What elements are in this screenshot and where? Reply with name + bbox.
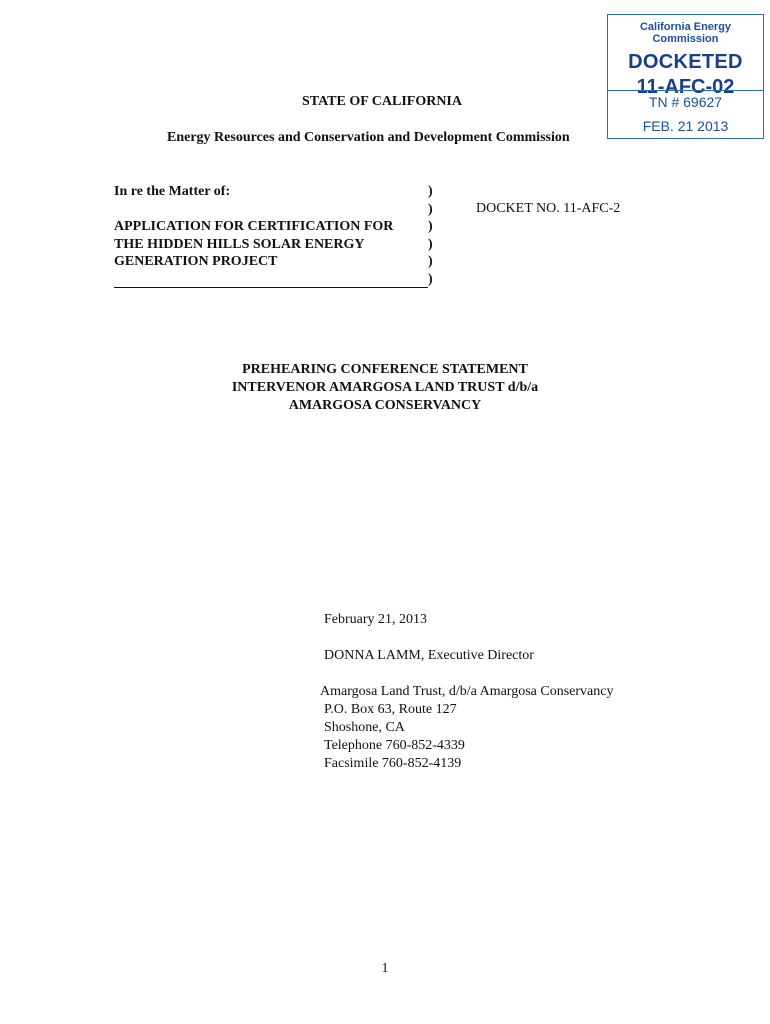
contact-block: [320, 611, 614, 773]
facsimile: Facsimile 760-852-4139: [324, 756, 462, 771]
state-heading: [0, 94, 770, 110]
stamp-divider: [608, 90, 763, 91]
telephone: Telephone 760-852-4339: [324, 738, 465, 753]
page-number: 1: [381, 961, 389, 976]
stamp-docket-id: 11-AFC-02: [636, 76, 735, 98]
title-line-2: INTERVENOR AMARGOSA LAND TRUST d/b/a: [231, 380, 539, 395]
stamp-tn: TN # 69627: [648, 94, 723, 110]
filing-date: February 21, 2013: [324, 612, 428, 627]
signer-name: DONNA LAMM, Executive Director: [324, 648, 534, 663]
stamp-docketed: DOCKETED: [628, 51, 743, 73]
caption-line: In re the Matter of:: [114, 184, 231, 199]
spacer: [324, 665, 613, 683]
stamp-date: FEB. 21 2013: [642, 118, 729, 134]
document-title: [0, 361, 770, 415]
city: Shoshone, CA: [324, 720, 405, 735]
stamp-agency: California Energy Commission: [639, 21, 732, 45]
paren: ): [428, 219, 433, 234]
paren: ): [428, 271, 433, 287]
case-caption: [114, 183, 393, 271]
paren: ): [428, 184, 433, 199]
organization: Amargosa Land Trust, d/b/a Amargosa Conservancy: [320, 684, 614, 699]
title-line-3: AMARGOSA CONSERVANCY: [288, 398, 482, 413]
spacer: [324, 629, 613, 647]
paren: ): [428, 201, 433, 217]
address: P.O. Box 63, Route 127: [324, 702, 457, 717]
caption-underline: [114, 287, 428, 288]
commission-heading: Energy Resources and Conservation and Development Commission: [167, 130, 570, 145]
paren: ): [428, 254, 433, 269]
caption-line: APPLICATION FOR CERTIFICATION FOR: [114, 219, 394, 234]
caption-line: [114, 201, 393, 219]
caption-parentheses: [428, 183, 433, 288]
caption-line: THE HIDDEN HILLS SOLAR ENERGY: [114, 236, 365, 252]
paren: ): [428, 236, 433, 252]
state-heading-text: STATE OF CALIFORNIA: [302, 94, 462, 109]
title-line-1: PREHEARING CONFERENCE STATEMENT: [242, 362, 528, 377]
docket-stamp: [607, 14, 764, 139]
caption-line: GENERATION PROJECT: [114, 254, 278, 269]
docket-number: DOCKET NO. 11-AFC-2: [476, 201, 621, 216]
